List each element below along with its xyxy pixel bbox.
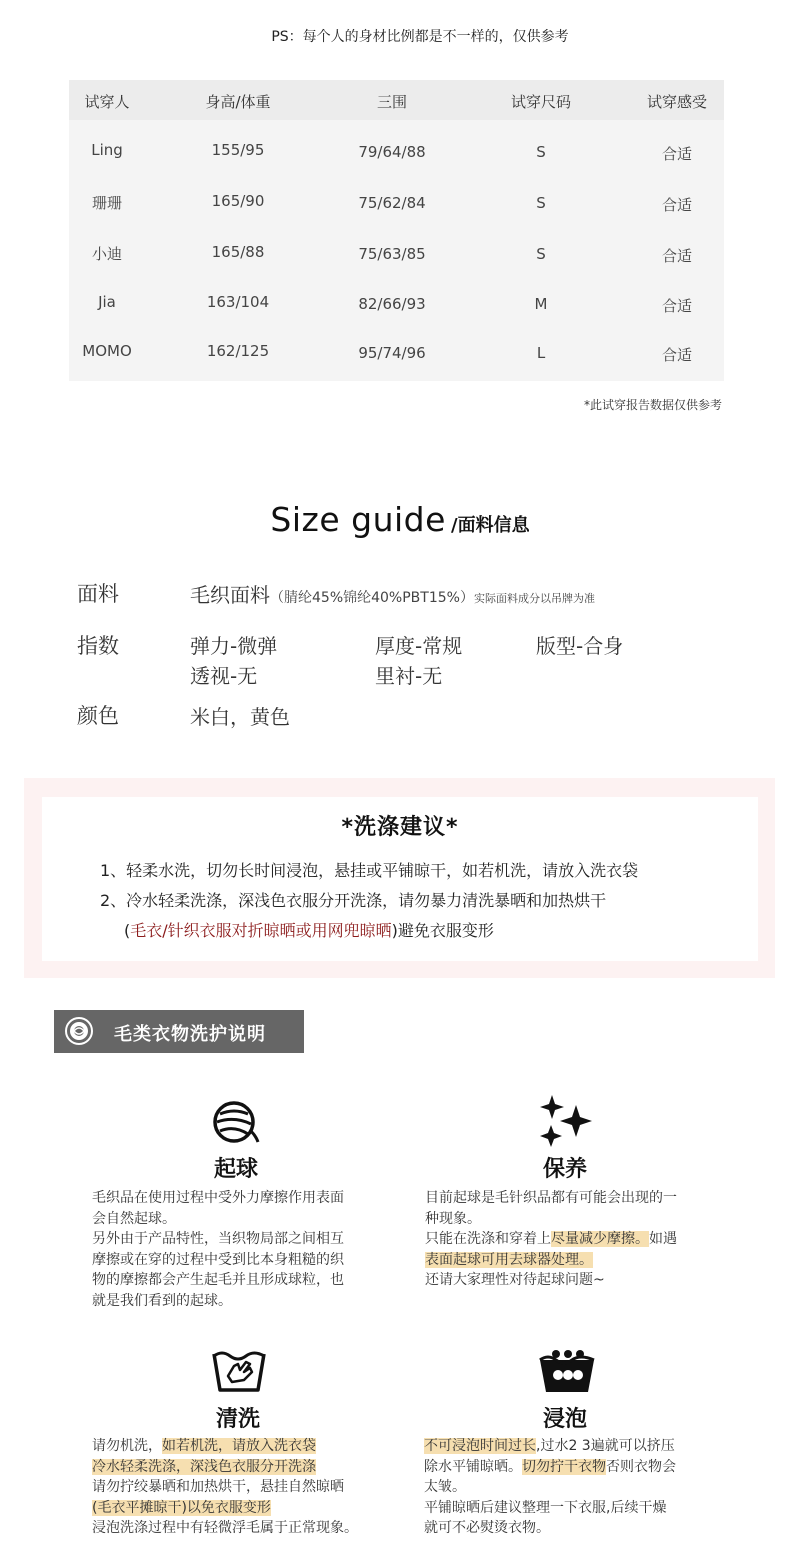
pilling-line: 会自然起球。 xyxy=(92,1210,176,1227)
tryon-header-cell: 试穿感受 xyxy=(646,93,707,111)
maintenance-title: 保养 xyxy=(542,1157,587,1182)
soaking-line: 就可不必熨烫衣物。 xyxy=(424,1520,550,1536)
tryon-cell: 162/125 xyxy=(206,342,270,360)
soaking-text-part: 否则衣物会 xyxy=(606,1458,676,1475)
index-label: 指数 xyxy=(77,634,119,658)
soaking-line xyxy=(424,1457,724,1478)
cleaning-text xyxy=(92,1436,392,1539)
color-value: 米白，黄色 xyxy=(190,705,290,729)
tryon-cell: S xyxy=(536,245,546,263)
cleaning-line: 浸泡洗涤过程中有轻微浮毛属于正常现象。 xyxy=(92,1520,358,1536)
tryon-cell: S xyxy=(536,143,546,161)
size-guide-heading: Size guide xyxy=(270,500,446,539)
fabric-note: 实际面料成分以吊牌为准 xyxy=(473,592,595,605)
tryon-table xyxy=(69,80,724,381)
maintenance-text xyxy=(425,1188,725,1291)
index-thickness: 厚度-常规 xyxy=(375,634,463,658)
tryon-header-cell: 试穿人 xyxy=(84,93,130,111)
wash-line-1: 1、轻柔水洗，切勿长时间浸泡，悬挂或平铺晾干，如若机洗，请放入洗衣袋 xyxy=(100,861,639,880)
tryon-footnote: *此试穿报告数据仅供参考 xyxy=(583,398,722,412)
hand-wash-icon xyxy=(212,1346,266,1394)
tryon-cell: 合适 xyxy=(661,145,692,163)
tryon-cell: 合适 xyxy=(661,346,692,364)
color-label: 颜色 xyxy=(77,704,119,728)
tryon-header-cell: 三围 xyxy=(376,93,407,111)
tryon-cell: 155/95 xyxy=(211,141,265,159)
tryon-cell: M xyxy=(534,295,548,313)
index-fit: 版型-合身 xyxy=(536,634,624,658)
cleaning-line xyxy=(92,1436,392,1457)
index-lining: 里衬-无 xyxy=(375,664,443,688)
tryon-header-cell: 试穿尺码 xyxy=(510,93,571,111)
tryon-cell: 165/88 xyxy=(211,243,265,261)
wash-line-3-open: ( xyxy=(124,921,131,940)
cleaning-line: 请勿拧绞暴晒和加热烘干，悬挂自然晾晒 xyxy=(92,1479,344,1495)
tryon-cell: 79/64/88 xyxy=(358,143,426,161)
soaking-highlight: 切勿拧干衣物 xyxy=(522,1458,606,1475)
tryon-cell: 小迪 xyxy=(91,245,122,263)
size-guide-title xyxy=(0,500,800,539)
index-elasticity: 弹力-微弹 xyxy=(190,634,278,658)
wash-advice-title: *洗涤建议* xyxy=(341,815,459,840)
maintenance-line: 目前起球是毛针织品都有可能会出现的一 xyxy=(425,1190,677,1206)
ps-note: PS：每个人的身材比例都是不一样的，仅供参考 xyxy=(271,29,569,45)
brand-logo-icon xyxy=(64,1016,94,1046)
soaking-line xyxy=(424,1436,724,1457)
soaking-text xyxy=(424,1436,724,1539)
cleaning-text-part: 请勿机洗， xyxy=(92,1438,162,1454)
pilling-line: 毛织品在使用过程中受外力摩擦作用表面 xyxy=(92,1190,344,1206)
soaking-line: 太皱。 xyxy=(424,1479,466,1495)
cleaning-highlight: 如若机洗，请放入洗衣袋 xyxy=(162,1438,316,1454)
soaking-highlight: 不可浸泡时间过长 xyxy=(424,1438,536,1454)
pilling-text xyxy=(92,1188,392,1311)
wash-line-3-rest: )避免衣服变形 xyxy=(391,921,494,940)
tryon-cell: L xyxy=(536,344,546,362)
maintenance-line xyxy=(425,1229,725,1250)
pilling-line: 另外由于产品特性，当织物局部之间相互 xyxy=(92,1231,344,1247)
wash-line-3-highlight: 毛衣/针织衣服对折晾晒或用网兜晾晒 xyxy=(130,921,392,940)
maintenance-text-part: 如遇 xyxy=(649,1231,677,1247)
maintenance-line: 种现象。 xyxy=(425,1210,481,1227)
tryon-cell: 75/63/85 xyxy=(358,245,426,263)
tryon-cell: Ling xyxy=(91,141,123,159)
cleaning-highlight: (毛衣平摊晾干)以免衣服变形 xyxy=(92,1499,271,1516)
maintenance-line xyxy=(425,1250,725,1271)
tryon-cell: Jia xyxy=(98,293,116,311)
tryon-cell: 珊珊 xyxy=(91,194,122,212)
pilling-line: 摩擦或在穿的过程中受到比本身粗糙的织 xyxy=(92,1251,344,1268)
care-section-header xyxy=(54,1010,304,1053)
index-transparency: 透视-无 xyxy=(190,664,258,688)
soaking-title: 浸泡 xyxy=(542,1407,587,1432)
tryon-cell: 75/62/84 xyxy=(358,194,426,212)
pilling-line: 就是我们看到的起球。 xyxy=(92,1292,232,1309)
maintenance-text-part: 只能在洗涤和穿着上 xyxy=(425,1231,551,1247)
fabric-label: 面料 xyxy=(77,582,119,606)
yarn-ball-icon xyxy=(212,1098,260,1146)
tryon-cell: MOMO xyxy=(82,342,132,360)
maintenance-line: 还请大家理性对待起球问题~ xyxy=(425,1272,605,1288)
cleaning-highlight: 冷水轻柔洗涤，深浅色衣服分开洗涤 xyxy=(92,1458,316,1475)
fabric-value-text: 毛织面料 xyxy=(190,583,270,607)
wash-line-3 xyxy=(124,918,494,941)
tryon-cell: 95/74/96 xyxy=(358,344,426,362)
wash-line-2: 2、冷水轻柔洗涤，深浅色衣服分开洗涤，请勿暴力清洗暴晒和加热烘干 xyxy=(100,891,607,910)
cleaning-line xyxy=(92,1457,392,1478)
soaking-text-part: ,过水2 3遍就可以挤压 xyxy=(536,1438,675,1454)
tryon-cell: 165/90 xyxy=(211,192,265,210)
maintenance-highlight: 表面起球可用去球器处理。 xyxy=(425,1251,593,1268)
tryon-header-cell: 身高/体重 xyxy=(205,93,271,111)
soaking-line: 平铺晾晒后建议整理一下衣服,后续干燥 xyxy=(424,1499,667,1516)
tryon-cell: 163/104 xyxy=(206,293,270,311)
soaking-text-part: 除水平铺晾晒。 xyxy=(424,1458,522,1475)
size-guide-subheading: /面料信息 xyxy=(451,515,530,536)
soaking-basin-icon xyxy=(538,1348,596,1394)
cleaning-title: 清洗 xyxy=(215,1407,260,1432)
cleaning-line xyxy=(92,1498,392,1519)
tryon-cell: 82/66/93 xyxy=(358,295,426,313)
fabric-value xyxy=(190,579,595,608)
tryon-cell: S xyxy=(536,194,546,212)
tryon-cell: 合适 xyxy=(661,297,692,315)
pilling-line: 物的摩擦都会产生起毛并且形成球粒，也 xyxy=(92,1272,344,1288)
maintenance-highlight: 尽量减少摩擦。 xyxy=(551,1231,649,1247)
tryon-cell: 合适 xyxy=(661,247,692,265)
sparkle-icon xyxy=(538,1093,594,1147)
pilling-title: 起球 xyxy=(213,1157,258,1182)
fabric-composition: （腈纶45%锦纶40%PBT15%） xyxy=(270,590,474,606)
care-section-title: 毛类衣物洗护说明 xyxy=(114,1024,266,1045)
tryon-cell: 合适 xyxy=(661,196,692,214)
